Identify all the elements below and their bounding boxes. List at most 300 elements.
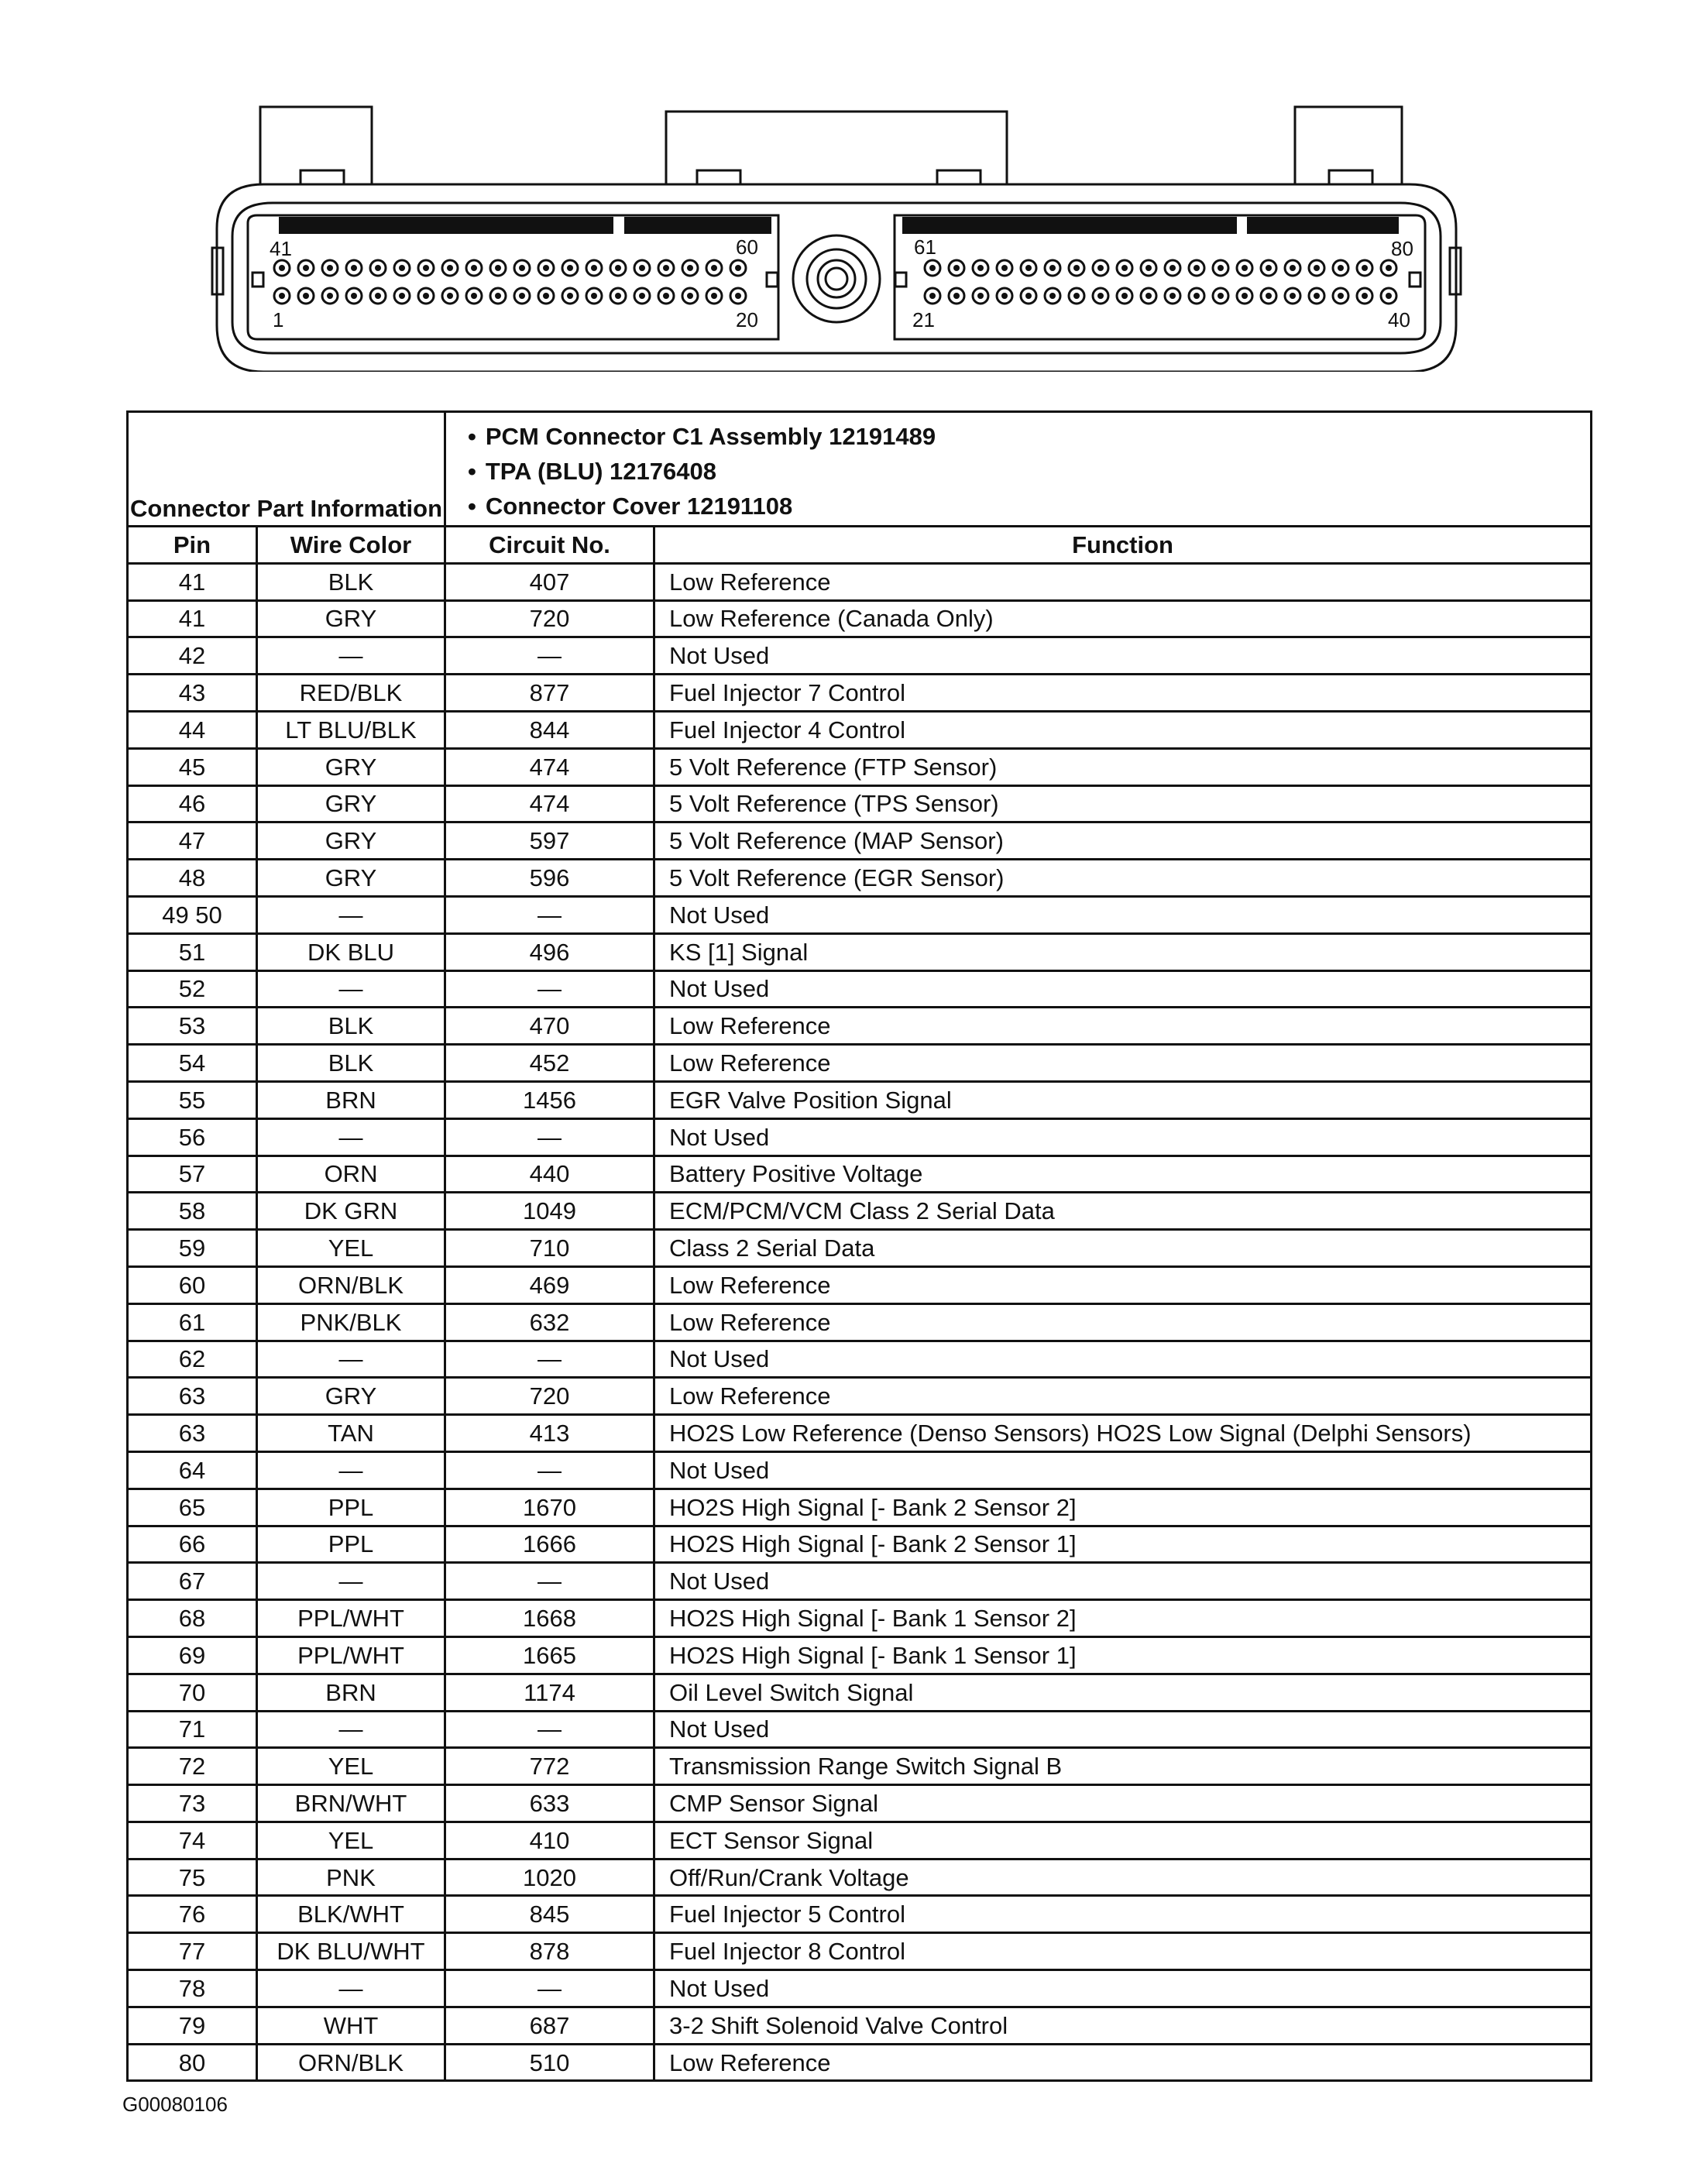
circuit-cell: 877 xyxy=(445,675,654,712)
table-row xyxy=(128,1230,1592,1267)
pin-hole-center xyxy=(543,293,549,299)
right-latch xyxy=(1295,107,1402,184)
function-cell: Transmission Range Switch Signal B xyxy=(654,1748,1592,1785)
pinout-table xyxy=(126,410,1592,2082)
connector-info-row xyxy=(128,412,1592,527)
circuit-cell: — xyxy=(445,637,654,675)
pin-hole-center xyxy=(929,293,936,299)
pin-hole-center xyxy=(327,293,333,299)
pin-cell: 63 xyxy=(128,1378,257,1415)
circuit-cell: 452 xyxy=(445,1045,654,1082)
wire-color-cell: PPL xyxy=(257,1526,445,1563)
pin-cell: 73 xyxy=(128,1785,257,1822)
function-cell: Low Reference xyxy=(654,1303,1592,1341)
function-cell: Low Reference xyxy=(654,1008,1592,1045)
info-item-tpa: • TPA (BLU) 12176408 xyxy=(489,455,1590,490)
info-item-assembly: • PCM Connector C1 Assembly 12191489 xyxy=(489,421,1590,455)
wire-color-cell: — xyxy=(257,1118,445,1156)
circuit-cell: 1668 xyxy=(445,1600,654,1637)
pin-cell: 57 xyxy=(128,1156,257,1193)
label-pin-40: 40 xyxy=(1388,308,1410,331)
label-pin-21: 21 xyxy=(912,308,935,331)
table-row xyxy=(128,1933,1592,1970)
circuit-cell: 510 xyxy=(445,2044,654,2081)
pin-hole-center xyxy=(495,293,501,299)
wire-color-cell: GRY xyxy=(257,860,445,897)
pin-hole-center xyxy=(1314,293,1320,299)
table-row xyxy=(128,1156,1592,1193)
circuit-cell: 470 xyxy=(445,1008,654,1045)
wire-color-cell: — xyxy=(257,970,445,1008)
circuit-cell: 1665 xyxy=(445,1636,654,1674)
pin-cell: 70 xyxy=(128,1674,257,1711)
table-row xyxy=(128,1008,1592,1045)
pin-cell: 63 xyxy=(128,1415,257,1452)
pin-cell: 55 xyxy=(128,1081,257,1118)
pin-hole-center xyxy=(351,293,357,299)
function-cell: Oil Level Switch Signal xyxy=(654,1674,1592,1711)
pin-hole-center xyxy=(953,293,960,299)
function-cell: Fuel Injector 8 Control xyxy=(654,1933,1592,1970)
function-cell: CMP Sensor Signal xyxy=(654,1785,1592,1822)
function-cell: HO2S High Signal [- Bank 2 Sensor 2] xyxy=(654,1489,1592,1526)
function-cell: HO2S Low Reference (Denso Sensors) HO2S Low Signal (Delphi Sensors) xyxy=(654,1415,1592,1452)
pin-hole-center xyxy=(687,265,693,271)
table-row xyxy=(128,1822,1592,1859)
table-row xyxy=(128,1748,1592,1785)
pin-hole-center xyxy=(1049,293,1056,299)
wire-color-cell: PNK/BLK xyxy=(257,1303,445,1341)
function-cell: Not Used xyxy=(654,896,1592,933)
label-pin-80: 80 xyxy=(1391,237,1413,260)
pin-cell: 66 xyxy=(128,1526,257,1563)
pin-hole-center xyxy=(1097,265,1104,271)
table-row xyxy=(128,2007,1592,2044)
circuit-cell: 596 xyxy=(445,860,654,897)
pin-hole-center xyxy=(591,265,597,271)
pin-cell: 52 xyxy=(128,970,257,1008)
wire-color-cell: BRN xyxy=(257,1674,445,1711)
pin-hole-center xyxy=(375,293,381,299)
pin-hole-center xyxy=(1025,293,1032,299)
pin-hole-center xyxy=(303,293,309,299)
connector-housing xyxy=(217,184,1456,372)
wire-color-cell: GRY xyxy=(257,600,445,637)
label-pin-20: 20 xyxy=(736,308,758,331)
pin-cell: 42 xyxy=(128,637,257,675)
pin-cell: 41 xyxy=(128,600,257,637)
function-cell: HO2S High Signal [- Bank 2 Sensor 1] xyxy=(654,1526,1592,1563)
header-function: Function xyxy=(654,527,1592,564)
pin-hole-center xyxy=(471,265,477,271)
pin-hole-center xyxy=(1386,293,1392,299)
wire-color-cell: ORN/BLK xyxy=(257,2044,445,2081)
circuit-cell: — xyxy=(445,1451,654,1489)
label-pin-60: 60 xyxy=(736,235,758,259)
pin-hole-center xyxy=(1073,265,1080,271)
pin-hole-center xyxy=(1386,265,1392,271)
function-cell: 3-2 Shift Solenoid Valve Control xyxy=(654,2007,1592,2044)
connector-part-information-label xyxy=(128,412,445,527)
wire-color-cell: WHT xyxy=(257,2007,445,2044)
pin-hole-center xyxy=(977,265,984,271)
wire-color-cell: — xyxy=(257,1341,445,1378)
pin-hole-center xyxy=(351,265,357,271)
pin-cell: 64 xyxy=(128,1451,257,1489)
pin-hole-center xyxy=(929,265,936,271)
pin-cell: 59 xyxy=(128,1230,257,1267)
pin-cell: 80 xyxy=(128,2044,257,2081)
pin-cell: 51 xyxy=(128,933,257,970)
function-cell: Not Used xyxy=(654,970,1592,1008)
function-cell: Low Reference xyxy=(654,1266,1592,1303)
circuit-cell: 1670 xyxy=(445,1489,654,1526)
pin-hole-center xyxy=(615,293,621,299)
table-row xyxy=(128,1045,1592,1082)
circuit-cell: 496 xyxy=(445,933,654,970)
pin-hole-center xyxy=(1266,293,1272,299)
pin-hole-center xyxy=(279,293,285,299)
pin-hole-center xyxy=(1121,293,1128,299)
circuit-cell: 772 xyxy=(445,1748,654,1785)
circuit-cell: 1174 xyxy=(445,1674,654,1711)
circuit-cell: 633 xyxy=(445,1785,654,1822)
pin-cell: 68 xyxy=(128,1600,257,1637)
pin-hole-center xyxy=(375,265,381,271)
function-cell: Not Used xyxy=(654,1341,1592,1378)
pin-hole-center xyxy=(423,265,429,271)
info-label-text: Connector Part Information xyxy=(130,494,443,522)
wire-color-cell: — xyxy=(257,1451,445,1489)
header-pin: Pin xyxy=(128,527,257,564)
pin-hole-center xyxy=(615,265,621,271)
circuit-cell: 413 xyxy=(445,1415,654,1452)
wire-color-cell: PNK xyxy=(257,1859,445,1896)
wire-color-cell: — xyxy=(257,1711,445,1748)
circuit-cell: 687 xyxy=(445,2007,654,2044)
wire-color-cell: BLK xyxy=(257,1045,445,1082)
function-cell: HO2S High Signal [- Bank 1 Sensor 2] xyxy=(654,1600,1592,1637)
pin-hole-center xyxy=(1242,293,1248,299)
pin-hole-center xyxy=(1338,293,1344,299)
pin-hole-center xyxy=(519,265,525,271)
pin-hole-center xyxy=(1145,265,1152,271)
connector-diagram xyxy=(201,93,1472,372)
table-row xyxy=(128,1711,1592,1748)
table-row xyxy=(128,1896,1592,1933)
pin-hole-center xyxy=(1001,265,1008,271)
function-cell: EGR Valve Position Signal xyxy=(654,1081,1592,1118)
pin-cell: 69 xyxy=(128,1636,257,1674)
pin-hole-center xyxy=(519,293,525,299)
wire-color-cell: — xyxy=(257,1563,445,1600)
pin-hole-center xyxy=(1362,293,1368,299)
figure-code: G00080106 xyxy=(122,2093,228,2116)
function-cell: Not Used xyxy=(654,1563,1592,1600)
pin-cell: 72 xyxy=(128,1748,257,1785)
pin-hole-center xyxy=(1362,265,1368,271)
pin-cell: 49 50 xyxy=(128,896,257,933)
pin-hole-center xyxy=(1001,293,1008,299)
table-row xyxy=(128,1341,1592,1378)
circuit-cell: 474 xyxy=(445,785,654,822)
pin-hole-center xyxy=(1266,265,1272,271)
pin-hole-center xyxy=(639,265,645,271)
wire-color-cell: ORN xyxy=(257,1156,445,1193)
wire-color-cell: PPL xyxy=(257,1489,445,1526)
pin-hole-center xyxy=(1218,265,1224,271)
wire-color-cell: DK BLU xyxy=(257,933,445,970)
circuit-cell: 845 xyxy=(445,1896,654,1933)
pin-cell: 56 xyxy=(128,1118,257,1156)
table-row xyxy=(128,860,1592,897)
pin-hole-center xyxy=(1314,265,1320,271)
circuit-cell: — xyxy=(445,970,654,1008)
pin-cell: 71 xyxy=(128,1711,257,1748)
circuit-cell: — xyxy=(445,1118,654,1156)
wire-color-cell: BLK/WHT xyxy=(257,1896,445,1933)
function-cell: Not Used xyxy=(654,1970,1592,2007)
pin-hole-center xyxy=(735,265,741,271)
function-cell: Not Used xyxy=(654,1711,1592,1748)
wire-color-cell: DK BLU/WHT xyxy=(257,1933,445,1970)
pin-hole-center xyxy=(953,265,960,271)
pin-hole-center xyxy=(977,293,984,299)
table-row xyxy=(128,2044,1592,2081)
pin-hole-center xyxy=(1097,293,1104,299)
wire-color-cell: BRN/WHT xyxy=(257,1785,445,1822)
pin-hole-center xyxy=(663,293,669,299)
function-cell: 5 Volt Reference (EGR Sensor) xyxy=(654,860,1592,897)
circuit-cell: — xyxy=(445,1711,654,1748)
table-row xyxy=(128,933,1592,970)
table-row xyxy=(128,711,1592,748)
center-latch xyxy=(666,112,1007,184)
table-row xyxy=(128,1303,1592,1341)
pin-hole-center xyxy=(303,265,309,271)
circuit-cell: — xyxy=(445,1341,654,1378)
wire-color-cell: — xyxy=(257,637,445,675)
pin-cell: 77 xyxy=(128,1933,257,1970)
wire-color-cell: BLK xyxy=(257,563,445,600)
pin-cell: 62 xyxy=(128,1341,257,1378)
table-row xyxy=(128,1636,1592,1674)
label-pin-41: 41 xyxy=(270,237,292,260)
header-circuit-no: Circuit No. xyxy=(445,527,654,564)
pin-cell: 41 xyxy=(128,563,257,600)
pin-hole-center xyxy=(711,293,717,299)
function-cell: Low Reference xyxy=(654,2044,1592,2081)
pin-hole-center xyxy=(663,265,669,271)
pin-hole-center xyxy=(1145,293,1152,299)
circuit-cell: 844 xyxy=(445,711,654,748)
function-cell: Not Used xyxy=(654,1451,1592,1489)
label-pin-1: 1 xyxy=(273,308,284,331)
table-row xyxy=(128,896,1592,933)
circuit-cell: 710 xyxy=(445,1230,654,1267)
circuit-cell: 474 xyxy=(445,748,654,785)
pin-cell: 45 xyxy=(128,748,257,785)
pin-cell: 67 xyxy=(128,1563,257,1600)
function-cell: HO2S High Signal [- Bank 1 Sensor 1] xyxy=(654,1636,1592,1674)
function-cell: KS [1] Signal xyxy=(654,933,1592,970)
pin-hole-center xyxy=(1290,265,1296,271)
function-cell: Low Reference xyxy=(654,1045,1592,1082)
table-row xyxy=(128,1118,1592,1156)
wire-color-cell: PPL/WHT xyxy=(257,1600,445,1637)
table-row xyxy=(128,1526,1592,1563)
pin-cell: 61 xyxy=(128,1303,257,1341)
circuit-cell: 720 xyxy=(445,600,654,637)
table-row xyxy=(128,1415,1592,1452)
pin-hole-center xyxy=(471,293,477,299)
circuit-cell: 597 xyxy=(445,822,654,860)
wire-color-cell: — xyxy=(257,896,445,933)
table-row xyxy=(128,748,1592,785)
function-cell: ECM/PCM/VCM Class 2 Serial Data xyxy=(654,1193,1592,1230)
header-row xyxy=(128,527,1592,564)
pin-cell: 46 xyxy=(128,785,257,822)
table-row xyxy=(128,637,1592,675)
function-cell: Low Reference (Canada Only) xyxy=(654,600,1592,637)
pin-cell: 75 xyxy=(128,1859,257,1896)
pin-cell: 47 xyxy=(128,822,257,860)
pin-cell: 54 xyxy=(128,1045,257,1082)
pin-cell: 65 xyxy=(128,1489,257,1526)
function-cell: Not Used xyxy=(654,1118,1592,1156)
table-row xyxy=(128,822,1592,860)
wire-color-cell: GRY xyxy=(257,748,445,785)
pin-cell: 60 xyxy=(128,1266,257,1303)
function-cell: 5 Volt Reference (MAP Sensor) xyxy=(654,822,1592,860)
pin-hole-center xyxy=(1242,265,1248,271)
pin-cell: 76 xyxy=(128,1896,257,1933)
circuit-cell: — xyxy=(445,1970,654,2007)
pin-hole-center xyxy=(1049,265,1056,271)
pin-hole-center xyxy=(711,265,717,271)
function-cell: Class 2 Serial Data xyxy=(654,1230,1592,1267)
pin-cell: 78 xyxy=(128,1970,257,2007)
function-cell: Fuel Injector 5 Control xyxy=(654,1896,1592,1933)
pin-hole-center xyxy=(1218,293,1224,299)
pin-hole-center xyxy=(1169,293,1176,299)
pin-cell: 43 xyxy=(128,675,257,712)
table-row xyxy=(128,1081,1592,1118)
pin-hole-center xyxy=(1290,293,1296,299)
table-row xyxy=(128,1600,1592,1637)
circuit-cell: 407 xyxy=(445,563,654,600)
pin-hole-center xyxy=(327,265,333,271)
pin-cell: 79 xyxy=(128,2007,257,2044)
pin-hole-center xyxy=(399,265,405,271)
pin-hole-center xyxy=(399,293,405,299)
header-wire-color: Wire Color xyxy=(257,527,445,564)
pin-hole-center xyxy=(447,293,453,299)
wire-color-cell: ORN/BLK xyxy=(257,1266,445,1303)
wire-color-cell: YEL xyxy=(257,1230,445,1267)
table-row xyxy=(128,1266,1592,1303)
function-cell: 5 Volt Reference (FTP Sensor) xyxy=(654,748,1592,785)
function-cell: Not Used xyxy=(654,637,1592,675)
wire-color-cell: RED/BLK xyxy=(257,675,445,712)
table-row xyxy=(128,675,1592,712)
table-row xyxy=(128,1785,1592,1822)
pin-hole-center xyxy=(1025,265,1032,271)
pin-hole-center xyxy=(687,293,693,299)
circuit-cell: 469 xyxy=(445,1266,654,1303)
circuit-cell: 632 xyxy=(445,1303,654,1341)
wire-color-cell: GRY xyxy=(257,1378,445,1415)
table-row xyxy=(128,1970,1592,2007)
function-cell: Off/Run/Crank Voltage xyxy=(654,1859,1592,1896)
circuit-cell: 720 xyxy=(445,1378,654,1415)
info-item-cover: • Connector Cover 12191108 xyxy=(489,490,1590,525)
circuit-cell: 1456 xyxy=(445,1081,654,1118)
pin-cell: 48 xyxy=(128,860,257,897)
wire-color-cell: PPL/WHT xyxy=(257,1636,445,1674)
table-row xyxy=(128,1674,1592,1711)
pin-hole-center xyxy=(1073,293,1080,299)
pin-hole-center xyxy=(495,265,501,271)
table-row xyxy=(128,970,1592,1008)
circuit-cell: 1666 xyxy=(445,1526,654,1563)
pin-cell: 58 xyxy=(128,1193,257,1230)
pin-cell: 53 xyxy=(128,1008,257,1045)
circuit-cell: 1049 xyxy=(445,1193,654,1230)
circuit-cell: 1020 xyxy=(445,1859,654,1896)
circuit-cell: — xyxy=(445,896,654,933)
pin-cell: 44 xyxy=(128,711,257,748)
pin-hole-center xyxy=(1194,293,1200,299)
pin-hole-center xyxy=(567,265,573,271)
pin-hole-center xyxy=(279,265,285,271)
table-row xyxy=(128,1563,1592,1600)
function-cell: ECT Sensor Signal xyxy=(654,1822,1592,1859)
table-row xyxy=(128,785,1592,822)
table-row xyxy=(128,1193,1592,1230)
pin-hole-center xyxy=(1338,265,1344,271)
wire-color-cell: GRY xyxy=(257,785,445,822)
label-pin-61: 61 xyxy=(914,235,936,259)
circuit-cell: — xyxy=(445,1563,654,1600)
function-cell: 5 Volt Reference (TPS Sensor) xyxy=(654,785,1592,822)
pin-hole-center xyxy=(735,293,741,299)
pin-hole-center xyxy=(567,293,573,299)
table-row xyxy=(128,563,1592,600)
pin-hole-center xyxy=(543,265,549,271)
wire-color-cell: GRY xyxy=(257,822,445,860)
circuit-cell: 410 xyxy=(445,1822,654,1859)
pin-cell: 74 xyxy=(128,1822,257,1859)
left-latch xyxy=(260,107,372,184)
wire-color-cell: DK GRN xyxy=(257,1193,445,1230)
wire-color-cell: LT BLU/BLK xyxy=(257,711,445,748)
table-row xyxy=(128,1489,1592,1526)
pin-hole-center xyxy=(423,293,429,299)
circuit-cell: 440 xyxy=(445,1156,654,1193)
wire-color-cell: BRN xyxy=(257,1081,445,1118)
function-cell: Battery Positive Voltage xyxy=(654,1156,1592,1193)
connector-part-list xyxy=(445,412,1592,527)
pin-hole-center xyxy=(591,293,597,299)
function-cell: Fuel Injector 4 Control xyxy=(654,711,1592,748)
pin-hole-center xyxy=(1169,265,1176,271)
table-row xyxy=(128,1859,1592,1896)
function-cell: Low Reference xyxy=(654,1378,1592,1415)
circuit-cell: 878 xyxy=(445,1933,654,1970)
wire-color-cell: TAN xyxy=(257,1415,445,1452)
wire-color-cell: YEL xyxy=(257,1748,445,1785)
